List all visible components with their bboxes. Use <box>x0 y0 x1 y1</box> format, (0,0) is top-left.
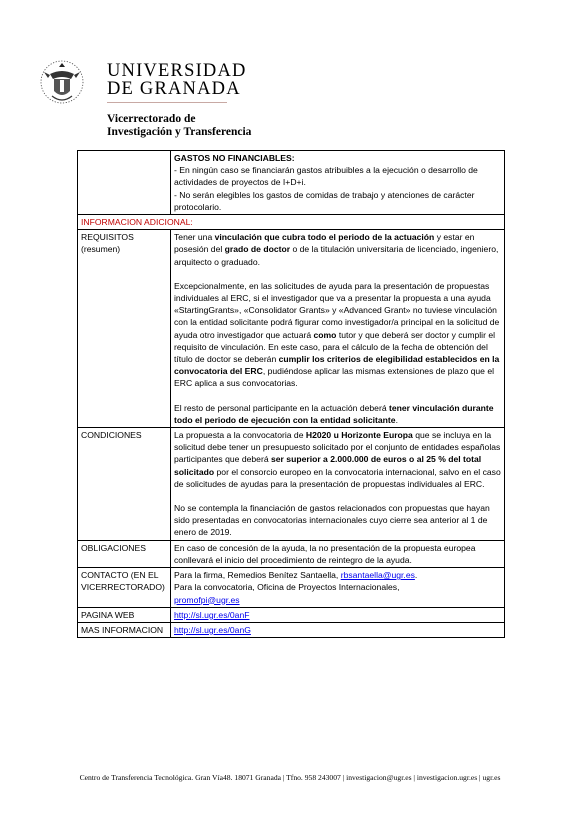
spacer <box>174 268 501 280</box>
label-requisitos: REQUISITOS (resumen) <box>78 230 171 428</box>
university-crest-icon <box>40 58 84 110</box>
contacto-line3 <box>174 594 501 606</box>
table-row-section <box>78 215 505 230</box>
label-mas-info: MAS INFORMACION <box>78 622 171 637</box>
email-link-promofpi[interactable]: promofpi@ugr.es <box>174 594 240 605</box>
label-pagina-web: PAGINA WEB <box>78 607 171 622</box>
label-contacto: CONTACTO (EN EL VICERRECTORADO) <box>78 568 171 608</box>
text-run: Tener una <box>174 232 215 243</box>
cell-contacto <box>171 568 505 608</box>
page-footer: Centro de Transferencia Tecnológica. Gran Vía48. 18071 Granada | Tfno. 958 243007 | investigacion@ugr.es | investigacion.ugr.es | ugr.es <box>79 773 501 782</box>
table-row-requisitos <box>78 230 505 428</box>
label-obligaciones: OBLIGACIONES <box>78 540 171 567</box>
requisitos-paragraph-1 <box>174 231 501 268</box>
label-condiciones: CONDICIONES <box>78 428 171 541</box>
text-run: o de la titulación universitaria de licenciado, ingeniero, arquitecto o graduado. <box>174 244 499 267</box>
text-run-bold: como <box>313 329 337 340</box>
cell-mas-info <box>171 622 505 637</box>
text-run: por el consorcio europeo en la convocatoria internacional, salvo en el caso de solicitudes de ayudas para la presentación de propuestas individuales al ERC. <box>174 466 501 489</box>
mas-info-link[interactable]: http://sl.ugr.es/0anG <box>174 624 251 635</box>
cell-requisitos <box>171 230 505 428</box>
text-run: Excepcionalmente, en las solicitudes de ayuda para la presentación de propuestas individuales al ERC, si el investigador que va a presentar la propuesta a una ayuda «StartingGrants», «Consolidator Grants» y «Advanced Grant» no tuviese vinculación con la entidad solicitante podrá figurar como investigador/a principal en la solicitud de ayuda otro investigador que actuará <box>174 280 500 340</box>
table-row-pagina-web <box>78 607 505 622</box>
text-run: tutor y que deberá ser doctor y cumplir el requisito de vinculación. En este caso, para el cálculo de la fecha de obtención del título de doctor se deberán <box>174 329 496 365</box>
text-run: . <box>395 414 398 425</box>
text-run: que se incluya en la solicitud debe tener un presupuesto solicitado por el conjunto de entidades españolas participantes que deberá <box>174 430 501 465</box>
text-run: y estar en posesión del <box>174 232 475 255</box>
requisitos-paragraph-3 <box>174 402 501 426</box>
gastos-line1: - En ningún caso se financiarán gastos atribuibles a la ejecución o desarrollo de actividades de proyectos de I+D+i. <box>174 165 478 188</box>
table-row-mas-info <box>78 622 505 637</box>
contacto-line2: Para la convocatoria, Oficina de Proyectos Internacionales, <box>174 582 400 593</box>
email-link-rbsantaella[interactable]: rbsantaella@ugr.es <box>340 570 415 581</box>
section-title: INFORMACION ADICIONAL: <box>78 215 505 230</box>
text-run: . <box>414 570 418 581</box>
gastos-title: GASTOS NO FINANCIABLES: <box>174 153 295 163</box>
spacer <box>174 490 501 502</box>
table-row-condiciones <box>78 428 505 541</box>
requisitos-paragraph-2 <box>174 280 501 390</box>
contacto-line1 <box>174 569 501 581</box>
table-row-gastos <box>78 151 505 215</box>
header-divider <box>107 102 227 103</box>
condiciones-paragraph-2: No se contempla la financiación de gastos relacionados con propuestas que hayan sido presentadas en convocatorias internacionales cuyo cierre sea anterior al 1 de enero de 2019. <box>174 503 490 538</box>
text-run: , pudiéndose aplicar las mismas extensiones de plazo que el ERC aplica a sus convocatorias. <box>174 366 495 389</box>
text-run-bold: grado de doctor <box>224 244 291 255</box>
info-table <box>77 150 505 638</box>
text-run: La propuesta a la convocatoria de <box>174 430 306 441</box>
cell-pagina-web <box>171 607 505 622</box>
vicerrectorado-title-line2: Investigación y Transferencia <box>107 126 252 138</box>
university-name-line1: UNIVERSIDAD <box>107 61 247 81</box>
pagina-web-link[interactable]: http://sl.ugr.es/0anF <box>174 609 250 620</box>
obligaciones-text: En caso de concesión de la ayuda, la no presentación de la propuesta europea conllevará el inicio del procedimiento de reintegro de la ayuda. <box>171 540 505 567</box>
university-name-line2: DE GRANADA <box>107 79 241 99</box>
table-row-contacto <box>78 568 505 608</box>
spacer <box>174 390 501 402</box>
vicerrectorado-title-line1: Vicerrectorado de <box>107 113 196 125</box>
cell-empty-label <box>78 151 171 215</box>
text-run: El resto de personal participante en la actuación deberá <box>174 402 389 413</box>
text-run-bold: tener vinculación durante todo el periodo de ejecución con la entidad solicitante <box>174 402 494 425</box>
condiciones-paragraph-1 <box>174 429 501 490</box>
text-run-bold: vinculación que cubra todo el periodo de la actuación <box>214 232 435 243</box>
text-run-bold: H2020 u Horizonte Europa <box>305 430 413 441</box>
text-run-bold: ser superior a 2.000.000 de euros o al 25 % del total solicitado <box>174 454 482 477</box>
cell-gastos <box>171 151 505 215</box>
table-row-obligaciones <box>78 540 505 567</box>
cell-condiciones <box>171 428 505 541</box>
text-run: Para la firma, Remedios Benítez Santaella, <box>174 570 341 581</box>
gastos-line2: - No serán elegibles los gastos de comidas de trabajo y atenciones de carácter protocolario. <box>174 189 475 212</box>
text-run-bold: cumplir los criterios de elegibilidad establecidos en la convocatoria del ERC <box>174 354 500 377</box>
